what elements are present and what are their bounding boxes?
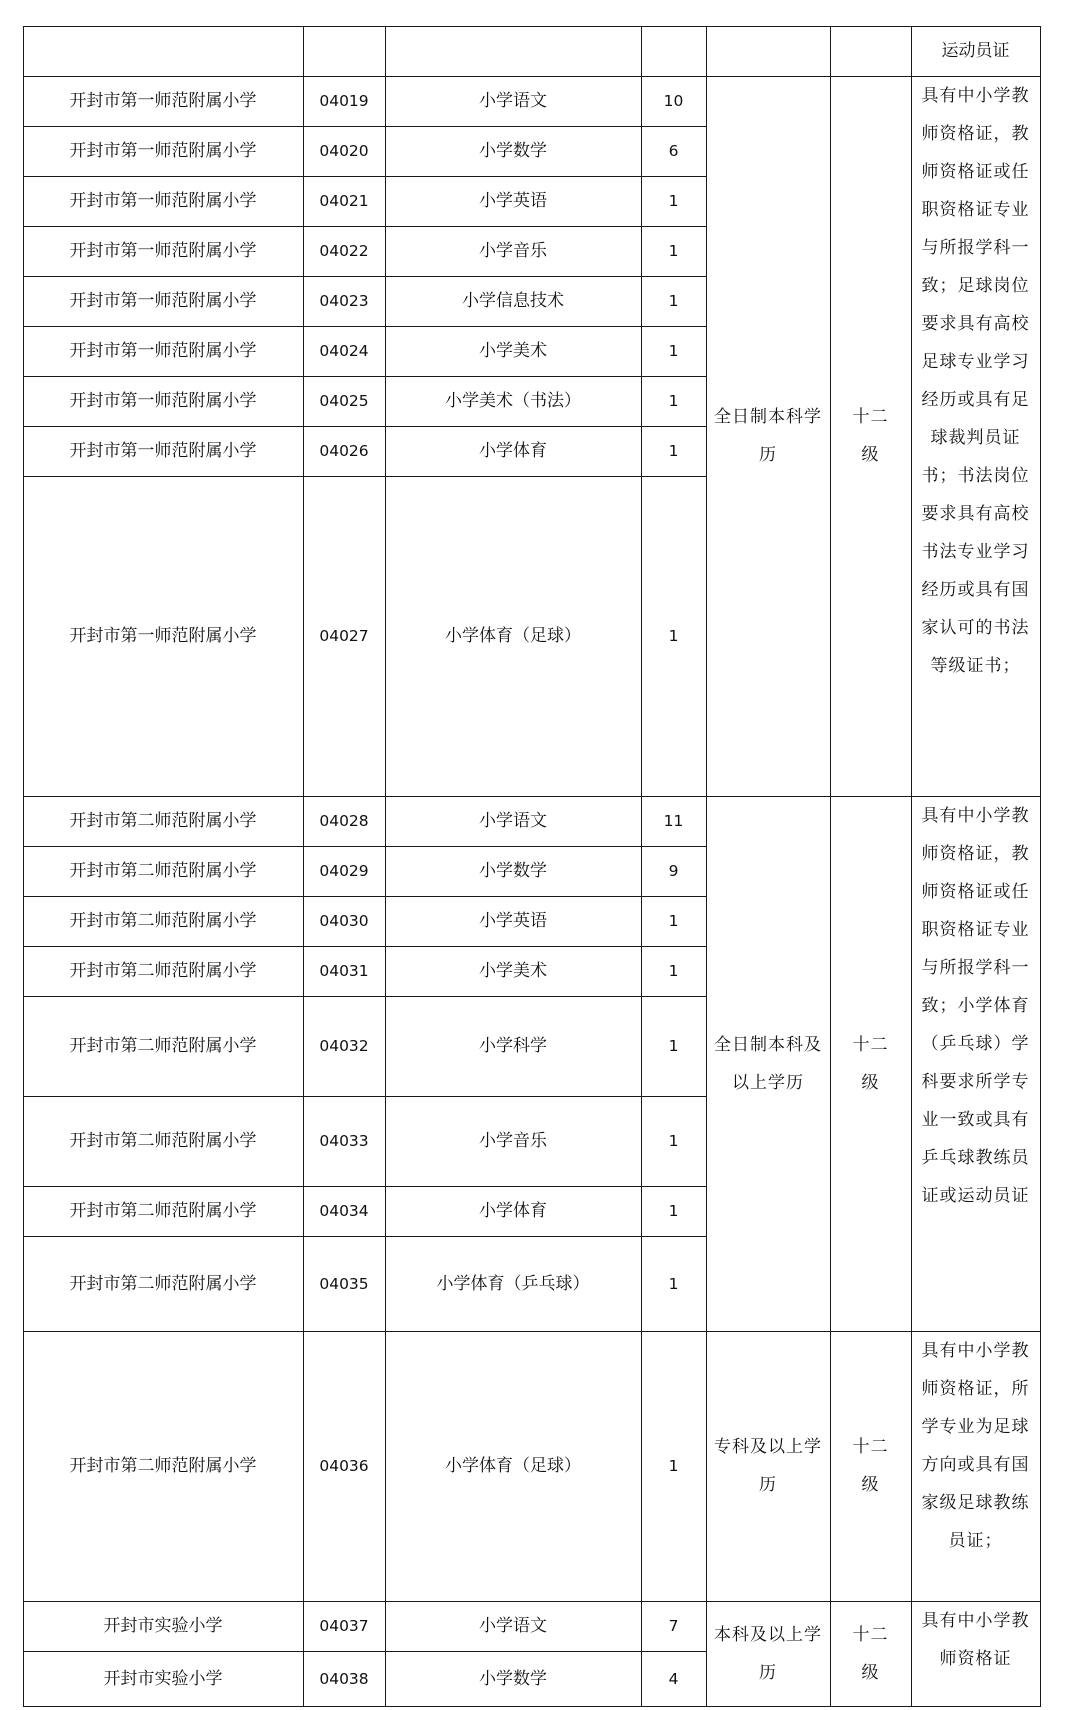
cell-subject: 小学语文 xyxy=(479,811,547,831)
cell-count: 1 xyxy=(668,627,679,645)
cell-count: 1 xyxy=(668,342,679,360)
cell-code: 04023 xyxy=(319,292,369,310)
cell-count: 7 xyxy=(668,1617,679,1635)
cell-subject: 小学语文 xyxy=(479,91,547,111)
cell-requirement: 具有中小学教师资格证 xyxy=(921,1611,1030,1669)
cell-code: 04020 xyxy=(319,142,369,160)
cell-subject: 小学数学 xyxy=(479,141,547,161)
cell-count: 1 xyxy=(668,392,679,410)
cell-school: 开封市第二师范附属小学 xyxy=(69,1036,257,1056)
cell-code: 04036 xyxy=(319,1457,369,1475)
cell-code: 04030 xyxy=(319,912,369,930)
grid-line xyxy=(23,996,706,997)
cell-count: 4 xyxy=(668,1669,679,1688)
grid-line xyxy=(23,1706,706,1707)
grid-line xyxy=(23,1096,706,1097)
cell-code: 04031 xyxy=(319,962,369,980)
cell-count: 1 xyxy=(668,1037,679,1055)
cell-code: 04028 xyxy=(319,812,369,830)
cell-subject: 小学信息技术 xyxy=(462,291,564,311)
grid-line xyxy=(23,946,706,947)
cell-school: 开封市第一师范附属小学 xyxy=(69,341,257,361)
cell-count: 1 xyxy=(668,292,679,310)
cell-subject: 小学数学 xyxy=(479,1668,547,1689)
cell-subject: 小学体育（乒乓球） xyxy=(436,1273,590,1294)
cell-education: 全日制本科及以上学历 xyxy=(714,1034,822,1093)
grid-line xyxy=(23,1331,706,1332)
cell-school: 开封市第一师范附属小学 xyxy=(69,291,257,311)
grid-line xyxy=(23,326,706,327)
cell-school: 开封市第二师范附属小学 xyxy=(69,1131,257,1151)
grid-line xyxy=(23,1601,706,1602)
grid-line xyxy=(23,76,706,77)
cell-code: 04032 xyxy=(319,1037,369,1055)
cell-subject: 小学美术（书法） xyxy=(445,391,581,411)
grid-line xyxy=(23,796,706,797)
cell-code: 04029 xyxy=(319,862,369,880)
grid-line xyxy=(706,796,1041,797)
cell-subject: 小学语文 xyxy=(479,1616,547,1636)
cell-education: 本科及以上学历 xyxy=(714,1624,822,1683)
grid-line xyxy=(23,476,706,477)
cell-count: 11 xyxy=(663,812,684,830)
cell-level: 十二级 xyxy=(852,1437,889,1495)
cell-subject: 小学科学 xyxy=(479,1036,547,1056)
cell-subject: 小学英语 xyxy=(479,911,547,931)
cell-subject: 小学音乐 xyxy=(479,241,547,261)
cell-subject: 小学体育（足球） xyxy=(445,1456,581,1476)
cell-school: 开封市第一师范附属小学 xyxy=(69,91,257,111)
grid-line xyxy=(706,76,1041,77)
grid-line xyxy=(23,376,706,377)
cell-code: 04034 xyxy=(319,1202,369,1220)
grid-line xyxy=(23,896,706,897)
cell-code: 04033 xyxy=(319,1132,369,1150)
cell-school: 开封市第二师范附属小学 xyxy=(69,961,257,981)
cell-code: 04021 xyxy=(319,192,369,210)
cell-subject: 小学数学 xyxy=(479,861,547,881)
cell-school: 开封市第二师范附属小学 xyxy=(69,1201,257,1221)
cell-code: 04019 xyxy=(319,92,369,110)
cell-count: 1 xyxy=(668,1274,679,1293)
grid-line xyxy=(23,226,706,227)
grid-line xyxy=(23,1236,706,1237)
cell-requirement: 具有中小学教师资格证，所学专业为足球方向或具有国家级足球教练员证； xyxy=(921,1341,1030,1551)
grid-line xyxy=(23,176,706,177)
cell-count: 1 xyxy=(668,962,679,980)
top-note-cell: 运动员证 xyxy=(941,41,1010,61)
cell-subject: 小学美术 xyxy=(479,341,547,361)
recruitment-table xyxy=(23,26,1041,1706)
cell-count: 9 xyxy=(668,862,679,880)
cell-subject: 小学体育 xyxy=(479,1201,547,1221)
cell-subject: 小学体育 xyxy=(479,441,547,461)
cell-school: 开封市实验小学 xyxy=(103,1616,223,1636)
cell-school: 开封市第二师范附属小学 xyxy=(69,911,257,931)
grid-line xyxy=(23,26,1041,27)
cell-code: 04026 xyxy=(319,442,369,460)
grid-line xyxy=(23,276,706,277)
cell-requirement: 具有中小学教师资格证，教师资格证或任职资格证专业与所报学科一致；小学体育（乒乓球）学科要求所学专业一致或具有乒乓球教练员证或运动员证 xyxy=(921,806,1030,1206)
grid-line xyxy=(23,1186,706,1187)
cell-school: 开封市第一师范附属小学 xyxy=(69,141,257,161)
cell-code: 04024 xyxy=(319,342,369,360)
cell-subject: 小学音乐 xyxy=(479,1131,547,1151)
cell-education: 全日制本科学历 xyxy=(714,407,822,465)
cell-school: 开封市实验小学 xyxy=(103,1668,223,1689)
cell-code: 04027 xyxy=(319,627,369,645)
cell-school: 开封市第二师范附属小学 xyxy=(69,1273,257,1294)
cell-subject: 小学美术 xyxy=(479,961,547,981)
cell-subject: 小学体育（足球） xyxy=(445,626,581,646)
cell-requirement: 具有中小学教师资格证，教师资格证或任职资格证专业与所报学科一致；足球岗位要求具有高校足球专业学习经历或具有足球裁判员证书；书法岗位要求具有高校书法专业学习经历或具有国家认可的书法等级证书； xyxy=(921,86,1030,676)
cell-count: 1 xyxy=(668,1132,679,1150)
grid-line xyxy=(23,426,706,427)
cell-school: 开封市第一师范附属小学 xyxy=(69,241,257,261)
cell-count: 1 xyxy=(668,1457,679,1475)
cell-code: 04038 xyxy=(319,1669,369,1688)
grid-line xyxy=(23,126,706,127)
cell-count: 1 xyxy=(668,1202,679,1220)
cell-count: 1 xyxy=(668,192,679,210)
cell-school: 开封市第一师范附属小学 xyxy=(69,191,257,211)
cell-level: 十二级 xyxy=(852,1034,889,1093)
cell-school: 开封市第二师范附属小学 xyxy=(69,1456,257,1476)
grid-line xyxy=(23,1651,706,1652)
cell-code: 04022 xyxy=(319,242,369,260)
grid-line xyxy=(1040,26,1041,1706)
cell-level: 十二级 xyxy=(852,407,889,465)
cell-subject: 小学英语 xyxy=(479,191,547,211)
cell-school: 开封市第一师范附属小学 xyxy=(69,626,257,646)
cell-code: 04037 xyxy=(319,1617,369,1635)
cell-count: 6 xyxy=(668,142,679,160)
grid-line xyxy=(706,1331,1041,1332)
cell-count: 1 xyxy=(668,912,679,930)
cell-school: 开封市第一师范附属小学 xyxy=(69,441,257,461)
cell-count: 10 xyxy=(663,92,684,110)
cell-school: 开封市第二师范附属小学 xyxy=(69,811,257,831)
cell-level: 十二级 xyxy=(852,1624,889,1683)
cell-school: 开封市第一师范附属小学 xyxy=(69,391,257,411)
cell-school: 开封市第二师范附属小学 xyxy=(69,861,257,881)
cell-education: 专科及以上学历 xyxy=(714,1437,822,1495)
cell-code: 04025 xyxy=(319,392,369,410)
grid-line xyxy=(23,846,706,847)
grid-line xyxy=(706,1601,1041,1602)
cell-count: 1 xyxy=(668,242,679,260)
cell-count: 1 xyxy=(668,442,679,460)
cell-code: 04035 xyxy=(319,1274,369,1293)
